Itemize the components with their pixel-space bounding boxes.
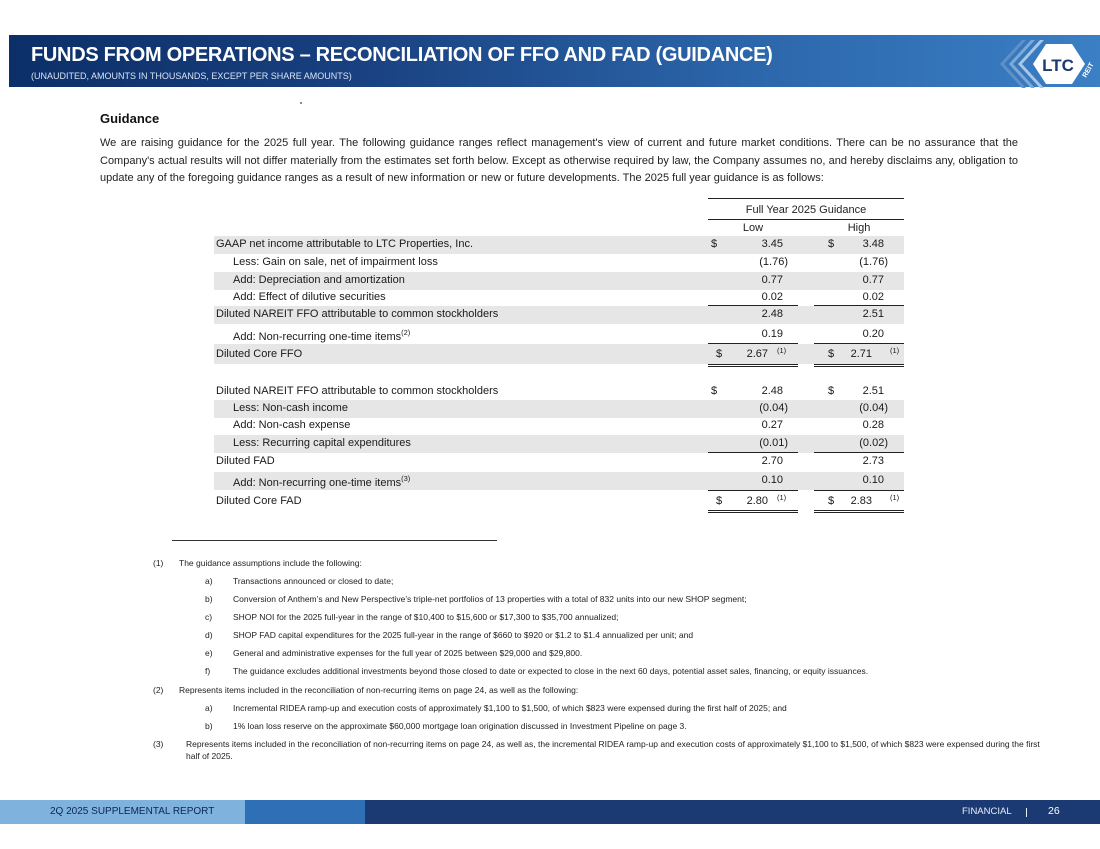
footnote-ref: (1)	[890, 493, 900, 502]
table-row	[214, 326, 904, 344]
footnote-item-key: c)	[205, 612, 213, 622]
table-row	[214, 435, 904, 453]
row-label: Less: Recurring capital expenditures	[233, 437, 411, 449]
currency-symbol: $	[828, 495, 835, 507]
currency-symbol: $	[828, 385, 835, 397]
group-header: Full Year 2025 Guidance	[745, 204, 867, 216]
low-value: 2.48	[761, 385, 783, 397]
footnote-item: 1% loan loss reserve on the approximate $60,000 mortgage loan origination discussed in Investment Pipeline on page 3.	[233, 721, 687, 731]
high-value: 0.20	[862, 328, 884, 340]
footnote-item: Incremental RIDEA ramp-up and execution costs of approximately $1,100 to $1,500, of which $823 were expensed during the first half of 2025; and	[233, 703, 787, 713]
table-row	[214, 491, 904, 511]
table-row	[214, 272, 904, 290]
guidance-heading: Guidance	[100, 111, 160, 126]
footnote-item: General and administrative expenses for the full year of 2025 between $29,000 and $29,800.	[233, 648, 583, 658]
currency-symbol: $	[828, 348, 835, 360]
high-value: 0.28	[862, 419, 884, 431]
high-value: 0.10	[862, 474, 884, 486]
footnote-ref: (1)	[777, 346, 787, 355]
page-title: FUNDS FROM OPERATIONS – RECONCILIATION OF FFO AND FAD (GUIDANCE)	[31, 44, 773, 66]
row-label: Less: Gain on sale, net of impairment loss	[233, 256, 438, 268]
currency-symbol: $	[716, 348, 723, 360]
page-footer	[0, 800, 1100, 824]
high-value: 2.73	[862, 455, 884, 467]
row-label: Diluted NAREIT FFO attributable to common stockholders	[216, 385, 499, 397]
footnote-ref: (2)	[401, 328, 411, 337]
row-label: GAAP net income attributable to LTC Properties, Inc.	[216, 238, 473, 250]
footnote-item-key: b)	[205, 721, 213, 731]
ltc-reit-logo	[996, 26, 1096, 92]
footnote-item: SHOP FAD capital expenditures for the 2025 full-year in the range of $660 to $920 or $1.2 to $1.4 annualized per unit; and	[233, 630, 694, 640]
currency-symbol: $	[711, 385, 718, 397]
footer-separator	[1026, 808, 1027, 817]
row-label: Add: Depreciation and amortization	[233, 274, 405, 286]
group-header-underline	[708, 219, 904, 220]
high-value: 2.71	[850, 348, 872, 360]
currency-symbol: $	[711, 238, 718, 250]
total-double-rule	[814, 510, 904, 513]
high-value: 2.51	[862, 385, 884, 397]
table-row	[214, 236, 904, 254]
total-double-rule	[708, 510, 798, 513]
high-value: 2.83	[850, 495, 872, 507]
footnote-number: (3)	[153, 739, 164, 749]
footnote-item: Transactions announced or closed to date;	[233, 576, 394, 586]
footnote-item-key: b)	[205, 594, 213, 604]
logo-text: LTC	[1042, 56, 1074, 75]
table-row	[214, 254, 904, 272]
low-value: (0.04)	[759, 402, 788, 414]
footnote-item: Conversion of Anthem’s and New Perspective’s triple-net portfolios of 13 properties with a total of 832 units into our new SHOP segment;	[233, 594, 747, 604]
table-row	[214, 344, 904, 364]
row-label: Diluted FAD	[216, 455, 275, 467]
low-value: 2.70	[761, 455, 783, 467]
row-label: Add: Effect of dilutive securities	[233, 291, 386, 303]
footnote-item-key: a)	[205, 576, 213, 586]
row-label-text: Add: Non-recurring one-time items	[233, 331, 402, 343]
footnote-rule	[172, 540, 497, 541]
high-value: 0.77	[862, 274, 884, 286]
table-row	[214, 383, 904, 401]
footnote-item-key: d)	[205, 630, 213, 640]
stray-mark	[300, 102, 302, 104]
group-header-topline	[708, 198, 904, 199]
section-name: FINANCIAL	[962, 806, 1012, 817]
high-value: (0.02)	[859, 437, 888, 449]
row-label-text: Add: Non-recurring one-time items	[233, 477, 402, 489]
footnote-text: Represents items included in the reconciliation of non-recurring items on page 24, as well as, the incremental RIDEA ramp-up and execution costs of approximately $1,100 to $1,500, of which $823 were expensed during the first half of 2025.	[186, 739, 1040, 761]
currency-symbol: $	[828, 238, 835, 250]
low-value: 0.77	[761, 274, 783, 286]
col-high-header: High	[847, 222, 871, 234]
page-number: 26	[1048, 805, 1060, 817]
footnote-ref: (3)	[401, 474, 411, 483]
footnote-ref: (1)	[890, 346, 900, 355]
low-value: (1.76)	[759, 256, 788, 268]
table-row	[214, 472, 904, 490]
footnote-number: (2)	[153, 685, 164, 695]
low-value: (0.01)	[759, 437, 788, 449]
low-value: 2.48	[761, 308, 783, 320]
page-subtitle: (UNAUDITED, AMOUNTS IN THOUSANDS, EXCEPT PER SHARE AMOUNTS)	[31, 71, 352, 81]
table-row	[214, 306, 904, 324]
table-row	[214, 453, 904, 471]
logo-sub-text: REIT	[1081, 61, 1096, 79]
guidance-intro: We are raising guidance for the 2025 full year. The following guidance ranges reflect management's view of current and future market conditions. There can be no assurance that the Company's actual results will not differ materially from the estimates set forth below. Except as otherwise required by law, the Company assumes no, and hereby disclaims any, obligation to update any of the foregoing guidance ranges as a result of new information or new or future developments. The 2025 full year guidance is as follows:	[100, 137, 1018, 184]
currency-symbol: $	[716, 495, 723, 507]
high-value: 2.51	[862, 308, 884, 320]
table-row	[214, 417, 904, 435]
low-value: 0.02	[761, 291, 783, 303]
footnote-item-key: f)	[205, 666, 211, 676]
high-value: (0.04)	[859, 402, 888, 414]
footer-band-mid	[245, 800, 365, 824]
low-value: 2.67	[746, 348, 768, 360]
total-double-rule	[814, 364, 904, 367]
report-name: 2Q 2025 SUPPLEMENTAL REPORT	[50, 806, 215, 817]
footnote-item-key: a)	[205, 703, 213, 713]
footnote-item-key: e)	[205, 648, 213, 658]
high-value: (1.76)	[859, 256, 888, 268]
row-label: Diluted NAREIT FFO attributable to common stockholders	[216, 308, 499, 320]
footnote-item: The guidance excludes additional investments beyond those closed to date or expected to close in the next 60 days, potential asset sales, financing, or equity issuances.	[233, 666, 869, 676]
low-value: 0.19	[761, 328, 783, 340]
low-value: 3.45	[761, 238, 783, 250]
row-label: Add: Non-cash expense	[233, 419, 351, 431]
total-double-rule	[708, 364, 798, 367]
low-value: 2.80	[746, 495, 768, 507]
row-label: Diluted Core FFO	[216, 348, 303, 360]
footnote-text: Represents items included in the reconciliation of non-recurring items on page 24, as well as the following:	[179, 685, 579, 695]
high-value: 0.02	[862, 291, 884, 303]
footnote-text: The guidance assumptions include the following:	[179, 558, 362, 568]
table-row	[214, 289, 904, 307]
row-label	[233, 474, 410, 489]
col-low-header: Low	[742, 222, 764, 234]
row-label: Diluted Core FAD	[216, 495, 302, 507]
footnote-ref: (1)	[777, 493, 787, 502]
footnote-item: SHOP NOI for the 2025 full-year in the range of $10,400 to $15,600 or $17,300 to $35,700 annualized;	[233, 612, 619, 622]
table-row	[214, 400, 904, 418]
page-header	[0, 0, 1100, 92]
footnote-number: (1)	[153, 558, 164, 568]
row-label	[233, 328, 410, 343]
high-value: 3.48	[862, 238, 884, 250]
low-value: 0.27	[761, 419, 783, 431]
row-label: Less: Non-cash income	[233, 402, 348, 414]
low-value: 0.10	[761, 474, 783, 486]
